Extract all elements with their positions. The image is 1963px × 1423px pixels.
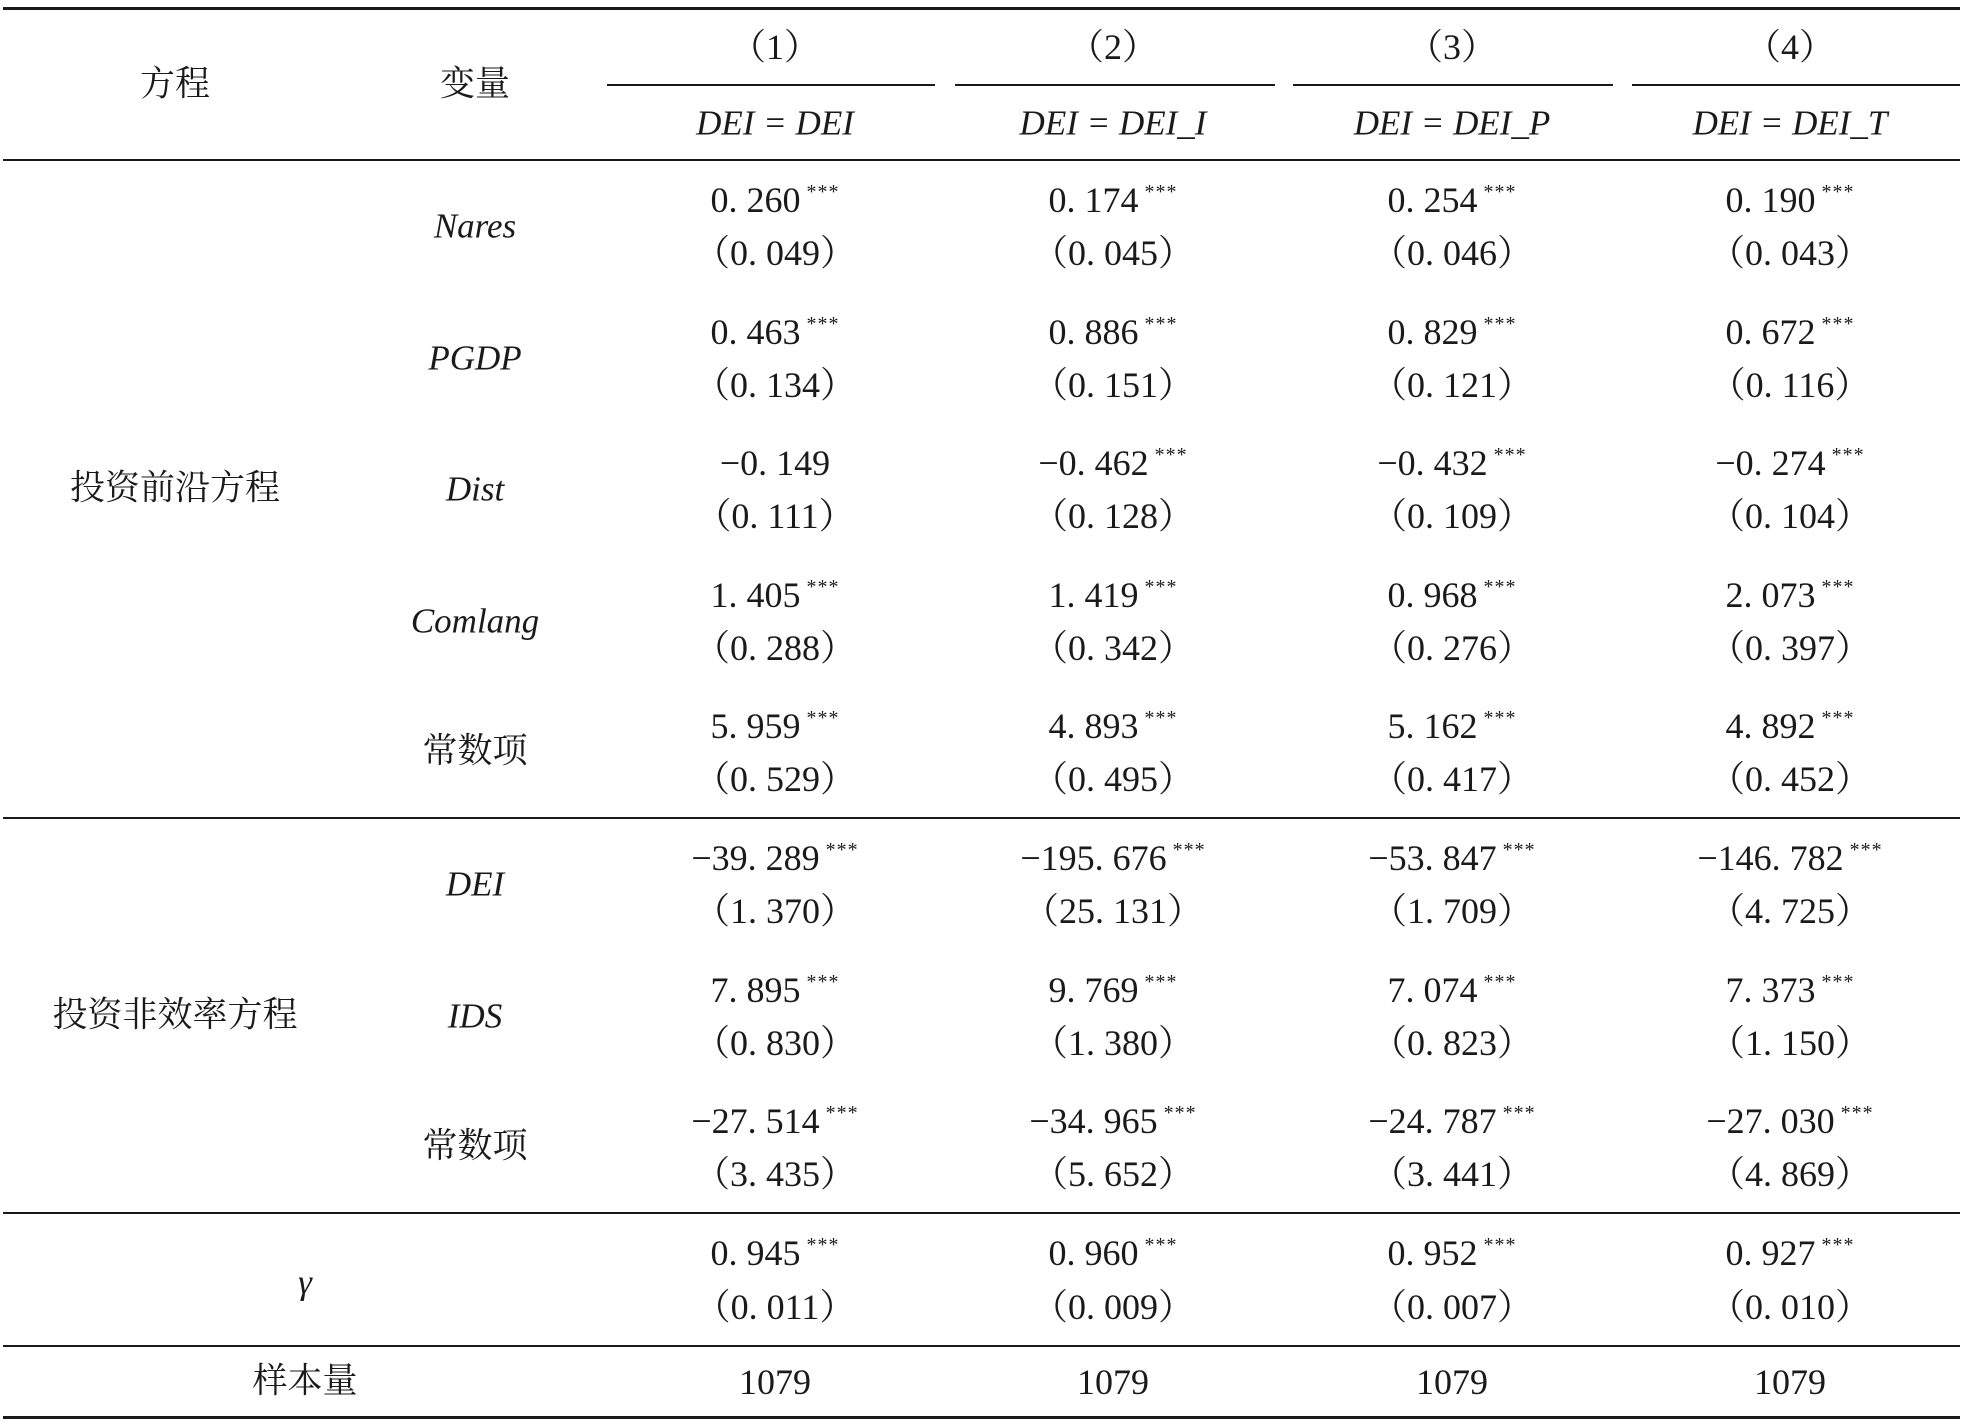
significance-stars: *** <box>825 839 859 861</box>
significance-stars: *** <box>1483 970 1517 993</box>
coefficient-cell <box>1697 840 1882 876</box>
coefficient-cell <box>1048 969 1178 1010</box>
coefficient-cell <box>711 1235 840 1271</box>
coefficient-cell <box>1725 706 1855 747</box>
coefficient-value: 9. 769 <box>1048 969 1139 1010</box>
coefficient-value: −0. 462 <box>1038 443 1149 484</box>
significance-stars: *** <box>806 575 840 598</box>
coefficient-cell <box>1725 574 1855 615</box>
coefficient-value: 7. 373 <box>1725 969 1816 1010</box>
coefficient-value: −27. 030 <box>1706 1101 1835 1142</box>
model-equation-3: DEI = DEI_P <box>1353 103 1551 143</box>
variable-name: PGDP <box>428 338 522 378</box>
header-equation: 方程 <box>139 64 211 105</box>
standard-error-cell: （0. 011） <box>694 1287 856 1327</box>
coefficient-cell <box>1726 1235 1855 1271</box>
coefficient-cell <box>710 969 840 1010</box>
significance-stars: *** <box>1172 839 1206 861</box>
coefficient-value: −0. 149 <box>719 443 831 484</box>
bottom-rule <box>3 1416 1960 1419</box>
coefficient-value: 0. 254 <box>1387 180 1478 220</box>
significance-stars: *** <box>1483 1234 1517 1256</box>
standard-error-cell: （1. 380） <box>1031 1022 1195 1063</box>
significance-stars: *** <box>1163 1102 1197 1125</box>
coefficient-value: 4. 892 <box>1725 706 1816 747</box>
standard-error-cell: （25. 131） <box>1022 891 1204 931</box>
standard-error-cell: （0. 043） <box>1708 233 1872 273</box>
coefficient-value: −146. 782 <box>1697 838 1844 878</box>
sample-size-label: 样本量 <box>252 1361 358 1402</box>
standard-error-cell: （0. 116） <box>1709 364 1871 405</box>
coefficient-value: 0. 260 <box>710 180 801 220</box>
significance-stars: *** <box>825 1102 859 1125</box>
standard-error-cell: （0. 121） <box>1370 364 1534 405</box>
standard-error-cell: （4. 869） <box>1708 1154 1872 1195</box>
coefficient-value: 1. 419 <box>1048 574 1139 615</box>
coefficient-cell <box>711 182 840 218</box>
coefficient-cell <box>1725 311 1855 352</box>
coefficient-value: 1. 405 <box>710 574 801 615</box>
model-equation-2: DEI = DEI_I <box>1019 103 1207 143</box>
coefficient-cell <box>710 311 840 352</box>
coefficient-value: −0. 432 <box>1377 443 1488 484</box>
coefficient-value: 0. 174 <box>1048 180 1139 220</box>
significance-stars: *** <box>1502 839 1536 861</box>
coefficient-value: 0. 927 <box>1725 1233 1816 1273</box>
coefficient-cell <box>1049 1235 1178 1271</box>
model-number-4: （4） <box>1744 27 1836 67</box>
model-subrule-3 <box>1293 84 1613 86</box>
variable-name: IDS <box>447 996 503 1036</box>
coefficient-cell <box>1387 311 1517 352</box>
variable-name: Dist <box>445 469 505 509</box>
standard-error-cell: （0. 276） <box>1370 627 1534 668</box>
coefficient-value: −34. 965 <box>1029 1101 1158 1142</box>
equation-group-label: 投资非效率方程 <box>52 995 298 1036</box>
sample-size-value: 1079 <box>739 1362 811 1402</box>
standard-error-cell: （0. 104） <box>1708 496 1872 537</box>
coefficient-value: 5. 959 <box>710 706 801 747</box>
significance-stars: *** <box>1144 707 1178 730</box>
significance-stars: *** <box>1840 1102 1874 1125</box>
standard-error-cell: （5. 652） <box>1031 1154 1195 1195</box>
model-number-1: （1） <box>729 27 821 67</box>
significance-stars: *** <box>806 1234 840 1256</box>
significance-stars: *** <box>1821 1234 1855 1256</box>
gamma-label: γ <box>298 1262 312 1302</box>
standard-error-cell: （0. 007） <box>1370 1287 1534 1327</box>
coefficient-cell <box>1368 1101 1536 1142</box>
model-subrule-4 <box>1632 84 1960 86</box>
significance-stars: *** <box>806 312 840 335</box>
significance-stars: *** <box>1821 312 1855 335</box>
variable-name: 常数项 <box>422 1126 528 1167</box>
significance-stars: *** <box>1821 707 1855 730</box>
significance-stars: *** <box>1502 1102 1536 1125</box>
standard-error-cell: （0. 134） <box>693 364 857 405</box>
coefficient-cell <box>1029 1101 1197 1142</box>
standard-error-cell: （1. 150） <box>1708 1022 1872 1063</box>
header-bottom-rule <box>3 159 1960 161</box>
significance-stars: *** <box>806 181 840 203</box>
coefficient-cell <box>691 840 858 876</box>
significance-stars: *** <box>1493 444 1527 467</box>
model-subrule-1 <box>607 84 935 86</box>
coefficient-cell <box>1706 1101 1874 1142</box>
standard-error-cell: （3. 435） <box>693 1154 857 1195</box>
coefficient-value: −24. 787 <box>1368 1101 1497 1142</box>
significance-stars: *** <box>1821 575 1855 598</box>
coefficient-value: 0. 190 <box>1725 180 1816 220</box>
group-1-bottom-rule <box>3 817 1960 819</box>
standard-error-cell: （0. 495） <box>1031 759 1195 800</box>
coefficient-value: −39. 289 <box>691 838 820 878</box>
significance-stars: *** <box>1483 181 1517 203</box>
significance-stars: *** <box>806 707 840 730</box>
model-number-2: （2） <box>1067 27 1159 67</box>
coefficient-value: 7. 074 <box>1387 969 1478 1010</box>
significance-stars: *** <box>1483 575 1517 598</box>
significance-stars: *** <box>1483 707 1517 730</box>
coefficient-value: 0. 463 <box>710 311 801 352</box>
significance-stars: *** <box>1831 444 1865 467</box>
coefficient-value: −0. 274 <box>1715 443 1826 484</box>
coefficient-cell <box>1387 574 1517 615</box>
significance-stars: *** <box>1821 970 1855 993</box>
standard-error-cell: （0. 417） <box>1370 759 1534 800</box>
standard-error-cell: （0. 009） <box>1031 1287 1195 1327</box>
significance-stars: *** <box>1483 312 1517 335</box>
standard-error-cell: （0. 342） <box>1031 627 1195 668</box>
standard-error-cell: （0. 529） <box>693 759 857 800</box>
standard-error-cell: （0. 823） <box>1370 1022 1534 1063</box>
coefficient-value: 0. 672 <box>1725 311 1816 352</box>
standard-error-cell: （0. 397） <box>1708 627 1872 668</box>
standard-error-cell: （0. 128） <box>1031 496 1195 537</box>
standard-error-cell: （0. 452） <box>1708 759 1872 800</box>
variable-name: Comlang <box>410 601 540 641</box>
significance-stars: *** <box>1144 575 1178 598</box>
coefficient-cell <box>710 706 840 747</box>
coefficient-value: 2. 073 <box>1725 574 1816 615</box>
equation-group-label: 投资前沿方程 <box>69 468 281 509</box>
variable-name: 常数项 <box>422 731 528 772</box>
coefficient-cell <box>1368 840 1535 876</box>
gamma-bottom-rule <box>3 1345 1960 1347</box>
coefficient-cell <box>1038 443 1188 484</box>
standard-error-cell: （0. 010） <box>1708 1287 1872 1327</box>
significance-stars: *** <box>1144 1234 1178 1256</box>
coefficient-value: 4. 893 <box>1048 706 1139 747</box>
coefficient-cell <box>1049 182 1178 218</box>
coefficient-cell <box>1048 706 1178 747</box>
standard-error-cell: （0. 046） <box>1370 233 1534 273</box>
significance-stars: *** <box>1849 839 1883 861</box>
header-variable: 变量 <box>439 64 511 105</box>
model-number-3: （3） <box>1406 27 1498 67</box>
standard-error-cell: （0. 109） <box>1370 496 1534 537</box>
sample-size-value: 1079 <box>1077 1362 1149 1402</box>
significance-stars: *** <box>1144 970 1178 993</box>
standard-error-cell: （1. 370） <box>693 891 857 931</box>
standard-error-cell: （3. 441） <box>1370 1154 1534 1195</box>
coefficient-value: −195. 676 <box>1020 838 1167 878</box>
coefficient-cell <box>1020 840 1205 876</box>
sample-size-value: 1079 <box>1754 1362 1826 1402</box>
model-subrule-2 <box>955 84 1275 86</box>
coefficient-value: 0. 945 <box>710 1233 801 1273</box>
coefficient-value: 0. 829 <box>1387 311 1478 352</box>
significance-stars: *** <box>1144 312 1178 335</box>
standard-error-cell: （0. 830） <box>693 1022 857 1063</box>
standard-error-cell: （0. 111） <box>695 496 855 537</box>
standard-error-cell: （4. 725） <box>1708 891 1872 931</box>
sample-size-value: 1079 <box>1416 1362 1488 1402</box>
model-equation-1: DEI = DEI <box>696 103 854 143</box>
coefficient-cell <box>1726 182 1855 218</box>
coefficient-cell <box>719 443 831 484</box>
significance-stars: *** <box>1144 181 1178 203</box>
standard-error-cell: （1. 709） <box>1370 891 1534 931</box>
significance-stars: *** <box>1821 181 1855 203</box>
standard-error-cell: （0. 045） <box>1031 233 1195 273</box>
standard-error-cell: （0. 151） <box>1031 364 1195 405</box>
coefficient-cell <box>1388 1235 1517 1271</box>
coefficient-cell <box>710 574 840 615</box>
group-2-bottom-rule <box>3 1212 1960 1214</box>
coefficient-cell <box>1387 969 1517 1010</box>
standard-error-cell: （0. 049） <box>693 233 857 273</box>
variable-name: Nares <box>433 206 517 246</box>
standard-error-cell: （0. 288） <box>693 627 857 668</box>
coefficient-cell <box>1377 443 1527 484</box>
coefficient-value: 0. 960 <box>1048 1233 1139 1273</box>
coefficient-cell <box>1725 969 1855 1010</box>
top-rule <box>3 7 1960 10</box>
significance-stars: *** <box>1154 444 1188 467</box>
coefficient-value: 7. 895 <box>710 969 801 1010</box>
coefficient-value: −53. 847 <box>1368 838 1497 878</box>
significance-stars: *** <box>806 970 840 993</box>
coefficient-cell <box>1387 706 1517 747</box>
coefficient-value: 5. 162 <box>1387 706 1478 747</box>
coefficient-cell <box>691 1101 859 1142</box>
coefficient-value: 0. 886 <box>1048 311 1139 352</box>
coefficient-value: 0. 952 <box>1387 1233 1478 1273</box>
coefficient-cell <box>1715 443 1865 484</box>
coefficient-cell <box>1048 574 1178 615</box>
coefficient-value: 0. 968 <box>1387 574 1478 615</box>
coefficient-cell <box>1048 311 1178 352</box>
coefficient-value: −27. 514 <box>691 1101 820 1142</box>
coefficient-cell <box>1388 182 1517 218</box>
model-equation-4: DEI = DEI_T <box>1692 103 1888 143</box>
variable-name: DEI <box>445 864 505 904</box>
